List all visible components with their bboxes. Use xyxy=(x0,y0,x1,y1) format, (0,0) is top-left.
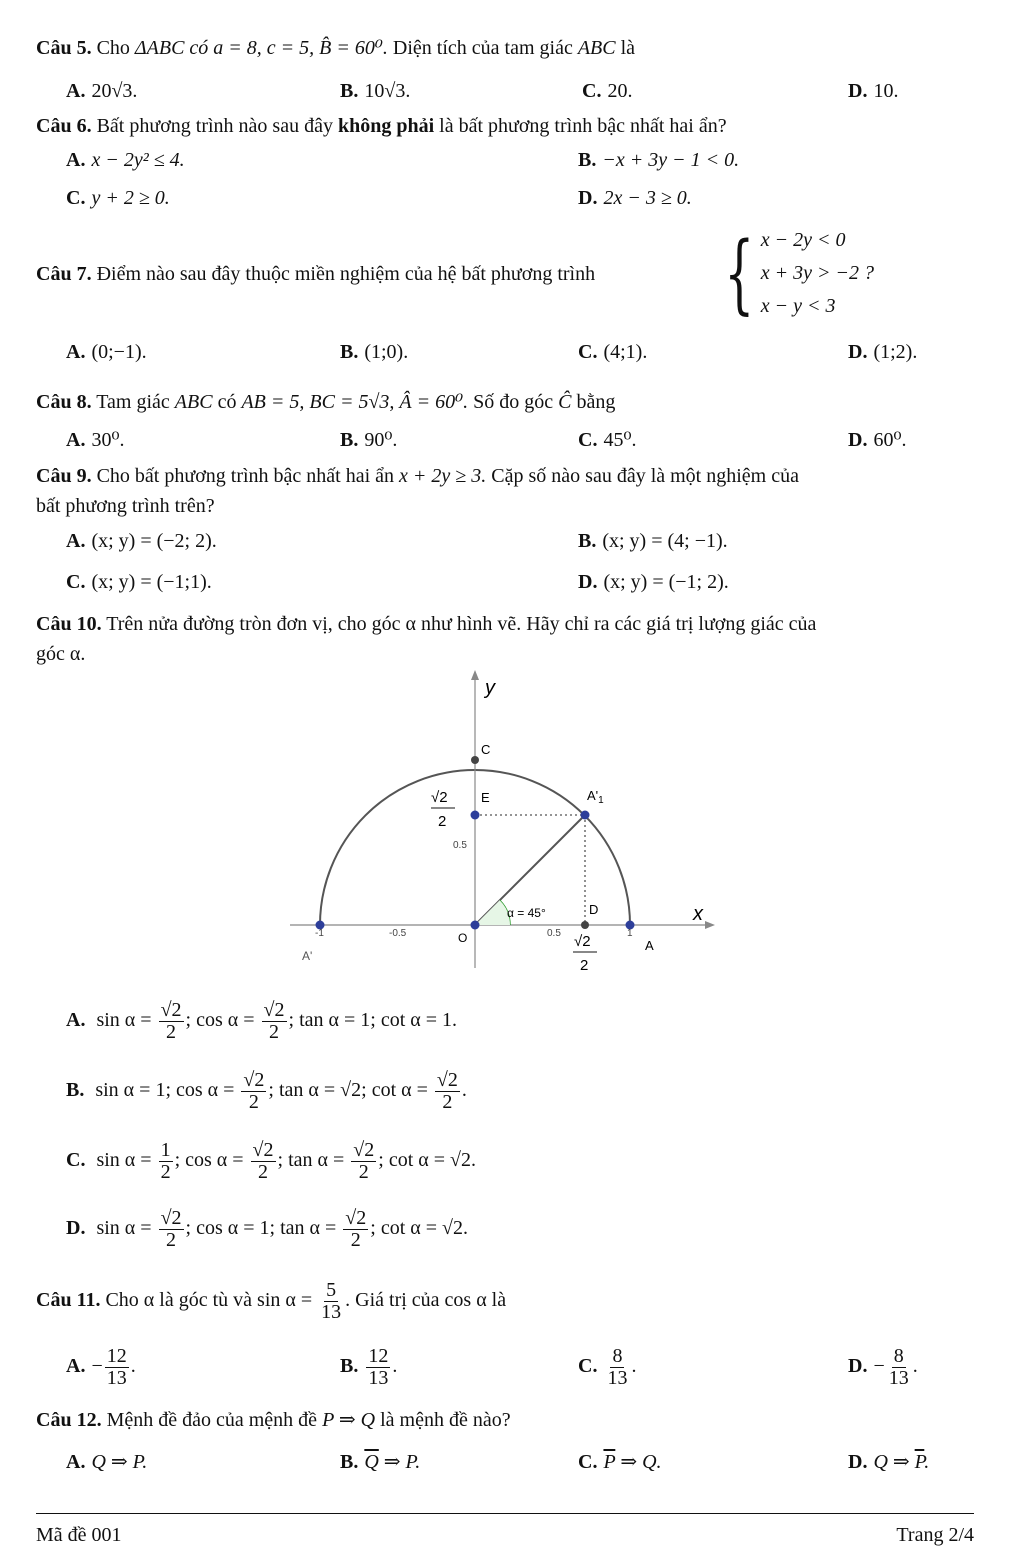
option-label: B. xyxy=(340,341,359,363)
fraction: $\frac{8}{13}$ xyxy=(888,1345,909,1389)
question-11-stem xyxy=(36,1280,506,1323)
question-9-stem-line2: bất phương trình trên? xyxy=(36,495,215,517)
option-11c[interactable]: C. $\frac{8}{13}$ . xyxy=(578,1345,637,1389)
option-11b[interactable]: B. $\frac{12}{13}$ . xyxy=(340,1345,398,1389)
sqrt2-label-x-num: √2 xyxy=(574,933,591,950)
option-label: B. xyxy=(340,1451,359,1473)
option-text: ; cot α = √2. xyxy=(378,1149,476,1172)
axis-label-x: x xyxy=(693,903,703,925)
option-label: A. xyxy=(66,1355,86,1378)
option-text: 90⁰. xyxy=(364,429,398,451)
option-label: D. xyxy=(578,187,598,209)
stem-text: Điểm nào sau đây thuộc miền nghiệm của hệ bất phương trình xyxy=(96,263,596,285)
label-o: O xyxy=(458,931,468,945)
option-label: A. xyxy=(66,429,86,451)
option-5a[interactable] xyxy=(66,79,137,103)
question-label: Câu 8. xyxy=(36,391,92,413)
option-11d[interactable]: D. − $\frac{8}{13}$ . xyxy=(848,1345,918,1389)
option-text: 20√3. xyxy=(91,80,138,102)
option-label: C. xyxy=(582,80,602,102)
option-text: y + 2 ≥ 0. xyxy=(91,187,170,209)
stem-text: Tam giác xyxy=(96,391,170,413)
option-12a[interactable] xyxy=(66,1450,147,1474)
question-7-stem xyxy=(36,262,595,286)
option-label: A. xyxy=(66,1451,86,1473)
option-10d[interactable] xyxy=(66,1208,468,1251)
option-10c[interactable] xyxy=(66,1140,476,1183)
math-expr: ABC xyxy=(174,391,213,413)
option-label: D. xyxy=(848,1451,868,1473)
option-text-overline: $\overline{P}$ xyxy=(914,1451,925,1473)
option-text: ; cos α = 1; tan α = xyxy=(185,1217,342,1240)
unit-circle-figure xyxy=(285,670,725,980)
tick-label: 1 xyxy=(627,928,633,939)
option-text: − xyxy=(873,1355,885,1378)
option-5c[interactable] xyxy=(582,79,632,103)
stem-text: Bất phương trình nào sau đây xyxy=(96,115,333,137)
question-8-stem xyxy=(36,390,615,414)
question-label: Câu 11. xyxy=(36,1289,101,1312)
fraction: $\frac{√2}{2}$ xyxy=(263,999,285,1043)
option-label: C. xyxy=(578,1355,598,1378)
option-text: 20. xyxy=(607,80,633,102)
stem-text: có xyxy=(217,391,237,413)
option-text: ; tan α = 1; cot α = 1. xyxy=(288,1009,458,1032)
footer-divider xyxy=(36,1513,974,1514)
sqrt2-label-y-den: 2 xyxy=(438,813,447,830)
option-label: A. xyxy=(66,149,86,171)
option-label: B. xyxy=(340,1355,359,1378)
option-label: B. xyxy=(66,1079,85,1102)
stem-text: Số đo góc xyxy=(473,391,554,413)
point-o xyxy=(471,921,480,930)
option-label: C. xyxy=(578,341,598,363)
option-label: C. xyxy=(578,1451,598,1473)
option-7c[interactable] xyxy=(578,340,647,364)
question-12-stem xyxy=(36,1408,511,1432)
option-text: (x; y) = (−2; 2). xyxy=(91,530,217,552)
option-text: x − 2y² ≤ 4. xyxy=(91,149,185,171)
option-label: C. xyxy=(66,187,86,209)
question-label: Câu 7. xyxy=(36,263,92,285)
fraction: $\frac{√2}{2}$ xyxy=(353,1139,375,1183)
point-a1 xyxy=(581,811,590,820)
tick-label: -0.5 xyxy=(389,928,407,939)
option-text: ⇒ Q. xyxy=(615,1451,662,1473)
system-line: x − 2y < 0 xyxy=(760,229,846,251)
option-label: C. xyxy=(66,571,86,593)
option-label: D. xyxy=(848,80,868,102)
option-7b[interactable] xyxy=(340,340,408,364)
option-text: ⇒ P. xyxy=(378,1451,421,1473)
option-11a[interactable]: A. − $\frac{12}{13}$ . xyxy=(66,1345,136,1389)
math-expr: Ĉ xyxy=(558,391,572,413)
stem-text: là mệnh đề nào? xyxy=(380,1409,511,1431)
option-text: sin α = xyxy=(96,1217,157,1240)
sqrt2-label-x-den: 2 xyxy=(580,957,589,974)
option-text: 10. xyxy=(873,80,899,102)
angle-label: α = 45° xyxy=(507,906,546,920)
label-e: E xyxy=(481,790,490,805)
point-c xyxy=(471,756,479,764)
option-label: D. xyxy=(578,571,598,593)
option-text: (1;2). xyxy=(873,341,918,363)
question-label: Câu 6. xyxy=(36,115,92,137)
question-6-stem xyxy=(36,114,727,138)
question-label: Câu 9. xyxy=(36,465,92,487)
option-9d[interactable] xyxy=(578,570,729,594)
option-label: B. xyxy=(578,530,597,552)
option-text: ; tan α = √2; cot α = xyxy=(268,1079,433,1102)
option-label: A. xyxy=(66,341,86,363)
label-a-prime: A' xyxy=(302,949,313,963)
label-c: C xyxy=(481,742,491,757)
option-text: sin α = 1; cos α = xyxy=(95,1079,240,1102)
option-8c[interactable] xyxy=(578,428,636,452)
stem-text: Cặp số nào sau đây là một nghiệm của xyxy=(491,465,799,487)
option-6b[interactable] xyxy=(578,148,739,172)
tick-label: 0.5 xyxy=(453,840,467,851)
option-text: ; cot α = √2. xyxy=(370,1217,468,1240)
option-text-overline: $\overline{P}$ xyxy=(603,1451,616,1473)
question-label: Câu 5. xyxy=(36,37,92,59)
option-9b[interactable] xyxy=(578,529,728,553)
option-text: 60⁰. xyxy=(873,429,907,451)
math-expr: P ⇒ Q xyxy=(322,1409,376,1431)
option-text: (x; y) = (4; −1). xyxy=(602,530,728,552)
brace-icon: { xyxy=(724,223,755,324)
option-8b[interactable] xyxy=(340,428,397,452)
x-arrow-icon xyxy=(705,921,715,929)
tick-label: -1 xyxy=(315,928,324,939)
page-number: Trang 2/4 xyxy=(896,1524,974,1546)
fraction: $\frac{√2}{2}$ xyxy=(345,1207,367,1251)
option-7d[interactable] xyxy=(848,340,917,364)
sqrt2-label-y-num: √2 xyxy=(431,789,448,806)
option-label: A. xyxy=(66,80,86,102)
math-expr: x + 2y ≥ 3. xyxy=(399,465,487,487)
option-text: . xyxy=(924,1451,930,1473)
question-label: Câu 12. xyxy=(36,1409,102,1431)
option-text: 2x − 3 ≥ 0. xyxy=(603,187,692,209)
label-d: D xyxy=(589,902,599,917)
math-expr: ΔABC có a = 8, c = 5, B̂ = 60⁰. xyxy=(134,37,388,59)
option-label: D. xyxy=(848,429,868,451)
question-10-stem-line2: góc α. xyxy=(36,643,86,665)
option-label: A. xyxy=(66,1009,86,1032)
stem-text: Diện tích của tam giác xyxy=(392,37,573,59)
option-5b[interactable] xyxy=(340,79,410,103)
option-label: A. xyxy=(66,530,86,552)
stem-text: . Giá trị của cos α là xyxy=(345,1289,507,1312)
option-label: B. xyxy=(340,80,359,102)
label-a: A xyxy=(645,938,654,953)
option-6a[interactable] xyxy=(66,148,185,172)
fraction: $\frac{√2}{2}$ xyxy=(243,1069,265,1113)
option-label: B. xyxy=(578,149,597,171)
stem-text: Cho α là góc tù và sin α = xyxy=(105,1289,313,1312)
stem-text: Mệnh đề đảo của mệnh đề xyxy=(106,1409,318,1431)
option-text-overline: $\overline{Q}$ xyxy=(364,1451,379,1473)
option-label: C. xyxy=(66,1149,86,1172)
fraction: $\frac{1}{2}$ xyxy=(160,1139,171,1183)
option-text: . xyxy=(461,1079,467,1102)
point-d xyxy=(581,921,589,929)
stem-text: là xyxy=(620,37,636,59)
option-7a[interactable] xyxy=(66,340,147,364)
stem-text: Cho xyxy=(96,37,130,59)
option-text: sin α = xyxy=(96,1149,157,1172)
stem-text: Trên nửa đường tròn đơn vị, cho góc α như hình vẽ. Hãy chỉ ra các giá trị lượng giác của xyxy=(106,613,817,635)
inequality-system xyxy=(712,224,874,323)
option-text: Q ⇒ P. xyxy=(91,1451,148,1473)
option-text: Q ⇒ xyxy=(873,1451,915,1473)
option-text: (1;0). xyxy=(364,341,409,363)
system-line: x + 3y > −2 ? xyxy=(760,262,874,284)
stem-text: là bất phương trình bậc nhất hai ẩn? xyxy=(439,115,727,137)
option-text: − xyxy=(91,1355,103,1378)
option-9a[interactable] xyxy=(66,529,217,553)
fraction: $\frac{√2}{2}$ xyxy=(160,999,182,1043)
option-8a[interactable] xyxy=(66,428,124,452)
system-line: x − y < 3 xyxy=(760,295,836,317)
option-text: ; tan α = xyxy=(277,1149,350,1172)
y-arrow-icon xyxy=(471,670,479,680)
question-9-stem xyxy=(36,464,799,488)
fraction: $\frac{5}{13}$ xyxy=(321,1279,342,1323)
option-text: (4;1). xyxy=(603,341,648,363)
stem-text: bằng xyxy=(576,391,616,413)
option-12d[interactable] xyxy=(848,1450,929,1474)
option-label: B. xyxy=(340,429,359,451)
stem-text: Cho bất phương trình bậc nhất hai ẩn xyxy=(96,465,395,487)
question-label: Câu 10. xyxy=(36,613,102,635)
exam-code: Mã đề 001 xyxy=(36,1524,122,1546)
option-label: C. xyxy=(578,429,598,451)
option-text: 10√3. xyxy=(364,80,411,102)
option-text: (x; y) = (−1; 2). xyxy=(603,571,729,593)
option-label: D. xyxy=(848,1355,868,1378)
option-6c[interactable] xyxy=(66,186,170,210)
option-6d[interactable] xyxy=(578,186,692,210)
option-5d[interactable] xyxy=(848,79,898,103)
math-expr: AB = 5, BC = 5√3, Â = 60⁰. xyxy=(241,391,469,413)
fraction: $\frac{12}{13}$ xyxy=(106,1345,127,1389)
option-9c[interactable] xyxy=(66,570,212,594)
math-expr: ABC xyxy=(577,37,616,59)
option-text: (x; y) = (−1;1). xyxy=(91,571,212,593)
option-12b[interactable] xyxy=(340,1450,420,1474)
option-8d[interactable] xyxy=(848,428,906,452)
option-label: D. xyxy=(848,341,868,363)
option-text: 30⁰. xyxy=(91,429,125,451)
option-text: (0;−1). xyxy=(91,341,147,363)
point-e xyxy=(471,811,480,820)
option-10a[interactable] xyxy=(66,1000,457,1043)
option-text: ; cos α = xyxy=(174,1149,249,1172)
option-label: D. xyxy=(66,1217,86,1240)
label-a1: $A'_1$ xyxy=(587,788,604,806)
option-text: −x + 3y − 1 < 0. xyxy=(602,149,740,171)
option-10b[interactable] xyxy=(66,1070,467,1113)
emphasis-text: không phải xyxy=(337,115,435,137)
option-text: sin α = xyxy=(96,1009,157,1032)
option-12c[interactable] xyxy=(578,1450,662,1474)
option-text: 45⁰. xyxy=(603,429,637,451)
tick-label: 0.5 xyxy=(547,928,561,939)
option-text: ; cos α = xyxy=(185,1009,260,1032)
angle-sector xyxy=(475,900,510,925)
axis-label-y: y xyxy=(485,677,495,699)
question-5-stem xyxy=(36,36,635,60)
question-10-stem xyxy=(36,612,816,636)
fraction: $\frac{√2}{2}$ xyxy=(436,1069,458,1113)
fraction: $\frac{√2}{2}$ xyxy=(160,1207,182,1251)
fraction: $\frac{8}{13}$ xyxy=(607,1345,628,1389)
fraction: $\frac{√2}{2}$ xyxy=(252,1139,274,1183)
fraction: $\frac{12}{13}$ xyxy=(368,1345,389,1389)
